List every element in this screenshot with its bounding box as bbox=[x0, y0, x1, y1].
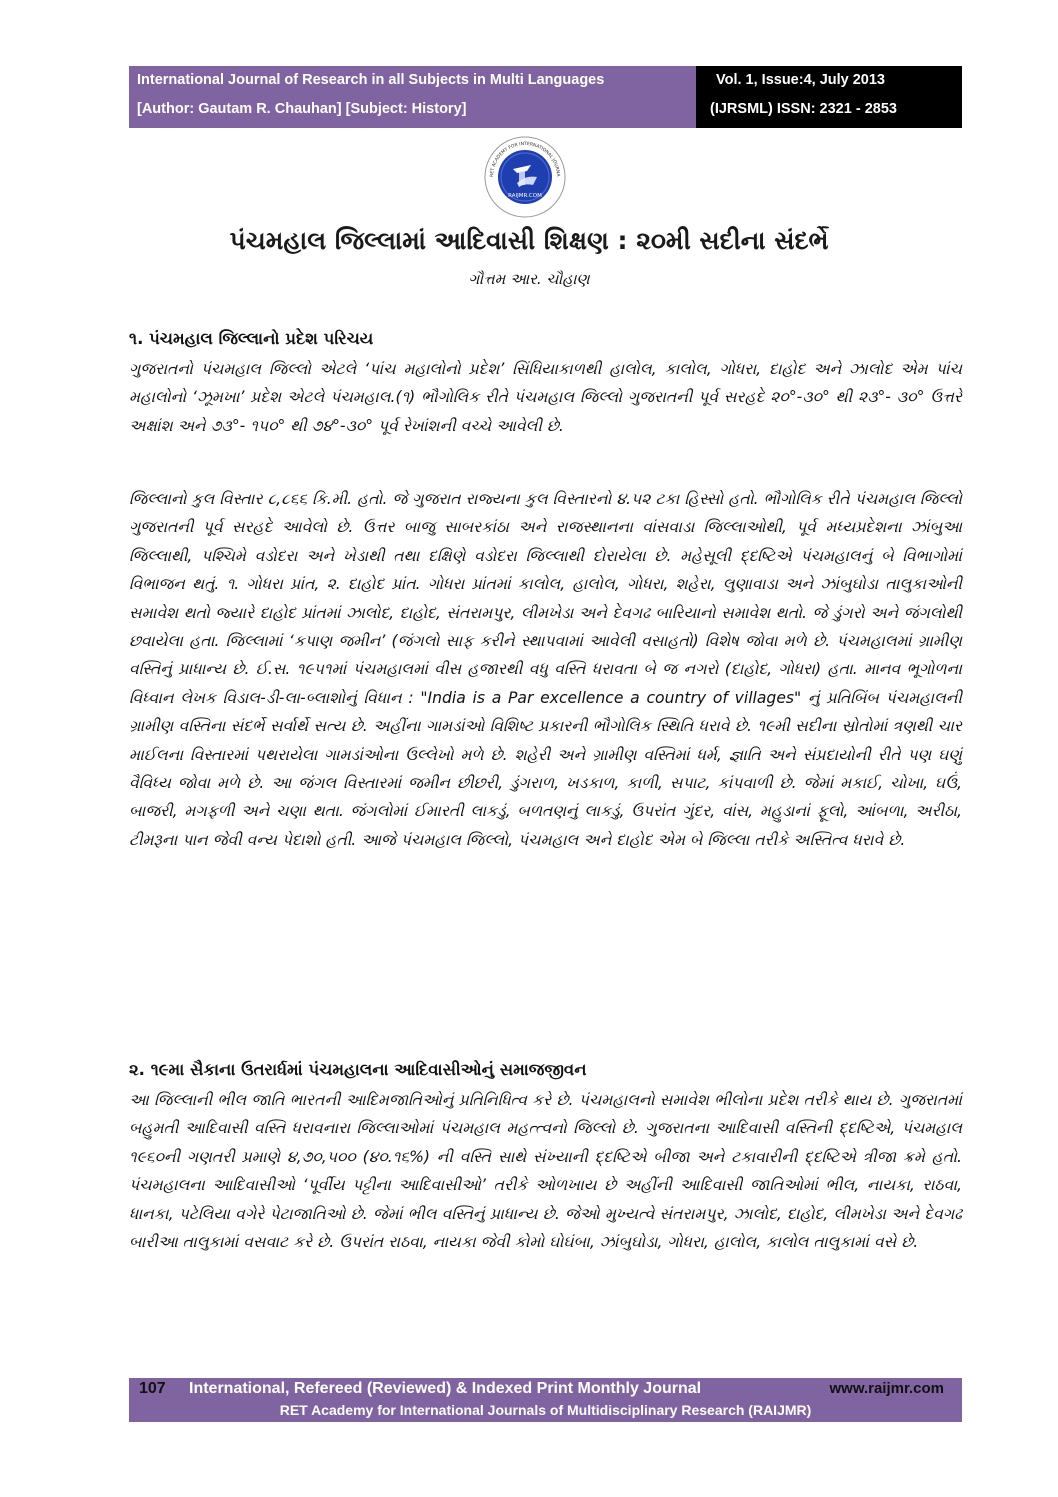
author-subject: [Author: Gautam R. Chauhan] [Subject: History] bbox=[137, 101, 467, 117]
raijmr-logo-icon bbox=[483, 135, 567, 219]
footer-website-link[interactable]: www.raijmr.com bbox=[829, 1380, 944, 1397]
footer-journal-type: International, Refereed (Reviewed) & Indexed Print Monthly Journal bbox=[189, 1380, 702, 1397]
paragraph-2: જિલ્લાનો કુલ વિસ્તાર ૮,૮૬૬ કિ.મી. હતો. જે ગુજરાત રાજ્યના કુલ વિસ્તારનો ૪.૫૨ ટકા હિસ્સો હતો. ભૌગોલિક રીતે પંચમહાલ જિલ્લો ગુજરાતની પૂર્વ સરહદે આવેલો છે. ઉત્તર બાજુ સાબરકાંઠા અને રાજસ્થાનના વાંસવાડા જિલ્લાઓથી, પૂર્વ મધ્યપ્રદેશના ઝાંબુઆ જિલ્લાથી, પશ્ચિમે વડોદરા અને ખેડાથી તથા દક્ષિણે વડોદરા જિલ્લાથી દોરાયેલા છે. મહેસૂલી દ્દષ્ટિએ પંચમહાલનું બે વિભાગોમાં વિભાજન થતું. ૧. ગોધરા પ્રાંત, ૨. દાહોદ પ્રાંત. ગોધરા પ્રાંતમાં કાલોલ, હાલોલ, ગોધરા, શહેરા, લુણાવાડા અને ઝાંબુઘોડા તાલુકાઓની સમાવેશ થતો જ્યારે દાહોદ પ્રાંતમાં ઝાલોદ, દાહોદ, સંતરામપુર, લીમખેડા અને દેવગઢ બારિયાનો સમાવેશ થતો. જે ડુંગરો અને જંગલોથી છવાયેલા હતા. જિલ્લામાં ‘કપાણ જમીન’ (જંગલો સાફ કરીને સ્થાપવામાં આવેલી વસાહતો) વિશેષ જોવા મળે છે. પંચમહાલમાં ગ્રામીણ વસ્તિનું પ્રાધાન્ય છે. ઈ.સ. ૧૯૫૧માં પંચમહાલમાં વીસ હજારથી વધુ વસ્તિ ધરાવતા બે જ નગરો (દાહોદ, ગોધરા) હતા. માનવ ભૂગોળના વિધ્વાન લેખક વિડાલ-ડી-લા-બ્લાશોનું વિધાન : "India is a Par excellence a country of villages" નું પ્રતિબિંબ પંચમહાલની ગ્રામીણ વસ્તિના સંદર્ભે સર્વાર્થે સત્ય છે. અહીંના ગામડાંઓ વિશિષ્ટ પ્રકારની ભૌગોલિક સ્થિતિ ધરાવે છે. ૧૯મી સદીના સ્રોતોમાં ત્રણથી ચાર માઈલના વિસ્તારમાં પથરાયેલા ગામડાંઓના ઉલ્લેખો મળે છે. શહેરી અને ગ્રામીણ વસ્તિમાં ધર્મ, જ્ઞાતિ અને સંપ્રદાયોની રીતે પણ ઘણું વૈવિધ્ય જોવા મળે છે. આ જંગલ વિસ્તારમાં જમીન છીછરી, ડુંગરાળ, ખડકાળ, કાળી, સપાટ, કાંપવાળી છે. જેમાં મકાઈ, ચોખા, ઘઉં, બાજરી, મગફળી અને ચણા થતા. જંગલોમાં ઈમારતી લાકડું, બળતણનું લાકડું, ઉપરાંત ગુંદર, વાંસ, મહુડાનાં ફૂલો, આંબળા, અરીઠા, ટીમરૂના પાન જેવી વન્ય પેદાશો હતી. આજે પંચમહાલ જિલ્લો, પંચમહાલ અને દાહોદ એમ બે જિલ્લા તરીકે અસ્તિત્વ ધરાવે છે. bbox=[129, 490, 962, 849]
section-heading-2: ૨. ૧૯મા સૈકાના ઉતરાર્ધમાં પંચમહાલના આદિવાસીઓનું સમાજજીવન bbox=[129, 1060, 587, 1079]
page-number: 107 bbox=[139, 1380, 166, 1397]
page-header bbox=[129, 66, 962, 128]
svg-text:RET ACADEMY FOR INTERNATIONAL: RET ACADEMY FOR INTERNATIONAL JOURNA bbox=[489, 141, 561, 178]
article-author: ગૌત્તમ આર. ચૌહાણ bbox=[468, 270, 590, 288]
footer-publisher: RET Academy for International Journals of Multidisciplinary Research (RAIJMR) bbox=[279, 1402, 812, 1418]
paragraph-3: આ જિલ્લાની ભીલ જાતિ ભારતની આદિમજાતિઓનું પ્રતિનિધિત્વ કરે છે. પંચમહાલનો સમાવેશ ભીલોના પ્રદેશ તરીકે થાય છે. ગુજરાતમાં બહુમતી આદિવાસી વસ્તિ ધરાવનારા જિલ્લાઓમાં પંચમહાલ મહત્ત્વનો જિલ્લો છે. ગુજરાતના આદિવાસી વસ્તિની દ્દષ્ટિએ, પંચમહાલ ૧૯૬૦ની ગણતરી પ્રમાણે ૪,૭૦,૫૦૦ (૪૦.૧૬%) ની વસ્તિ સાથે સંખ્યાની દ્દષ્ટિએ બીજા અને ટકાવારીની દ્દષ્ટિએ ત્રીજા ક્રમે હતો. પંચમહાલના આદિવાસીઓ ‘પૂર્વીય પટ્ટીના આદિવાસીઓ’ તરીકે ઓળખાય છે અહીંની આદિવાસી જાતિઓમાં ભીલ, નાયકા, રાઠવા, ધાનકા, પટેલિયા વગેરે પેટાજાતિઓ છે. જેમાં ભીલ વસ્તિનું પ્રાધાન્ય છે. જેઓ મુખ્યત્વે સંતરામપુર, ઝાલોદ, દાહોદ, લીમખેડા અને દેવગઢ બારીઆ તાલુકામાં વસવાટ કરે છે. ઉપરાંત રાઠવા, નાયકા જેવી કોમો ઘોઘંબા, ઝાંબુઘોડા, ગોધરા, હાલોલ, કાલોલ તાલુકામાં વસે છે. bbox=[129, 1091, 962, 1252]
page-footer bbox=[129, 1378, 962, 1422]
section-heading-1: ૧. પંચમહાલ જિલ્લાનો પ્રદેશ પરિચય bbox=[129, 329, 374, 348]
header-journal-block bbox=[129, 66, 696, 128]
paragraph-1: ગુજરાતનો પંચમહાલ જિલ્લો એટલે ‘પાંચ મહાલોનો પ્રદેશ’ સિંધિયાકાળથી હાલોલ, કાલોલ, ગોધરા, દાહોદ અને ઝાલોદ એમ પાંચ મહાલોનો ‘ઝૂમખા’ પ્રદેશ એટલે પંચમહાલ.(૧) ભૌગોલિક રીતે પંચમહાલ જિલ્લો ગુજરાતની પૂર્વ સરહદે ૨૦°-૩૦° થી ૨૩°- ૩૦° ઉત્તરે અક્ષાંશ અને ૭૩°- ૧૫૦° થી ૭૪°-૩૦° પૂર્વ રેખાંશની વચ્ચે આવેલી છે. bbox=[129, 360, 962, 435]
article-title: પંચમહાલ જિલ્લામાં આદિવાસી શિક્ષણ : ૨૦મી સદીના સંદર્ભે bbox=[229, 226, 829, 255]
issn-info: (IJRSML) ISSN: 2321 - 2853 bbox=[710, 101, 897, 117]
header-issue-block bbox=[696, 66, 962, 128]
logo-text: RAIJMR.COM bbox=[508, 193, 542, 199]
volume-info: Vol. 1, Issue:4, July 2013 bbox=[716, 72, 885, 88]
journal-name: International Journal of Research in all Subjects in Multi Languages bbox=[137, 72, 605, 88]
